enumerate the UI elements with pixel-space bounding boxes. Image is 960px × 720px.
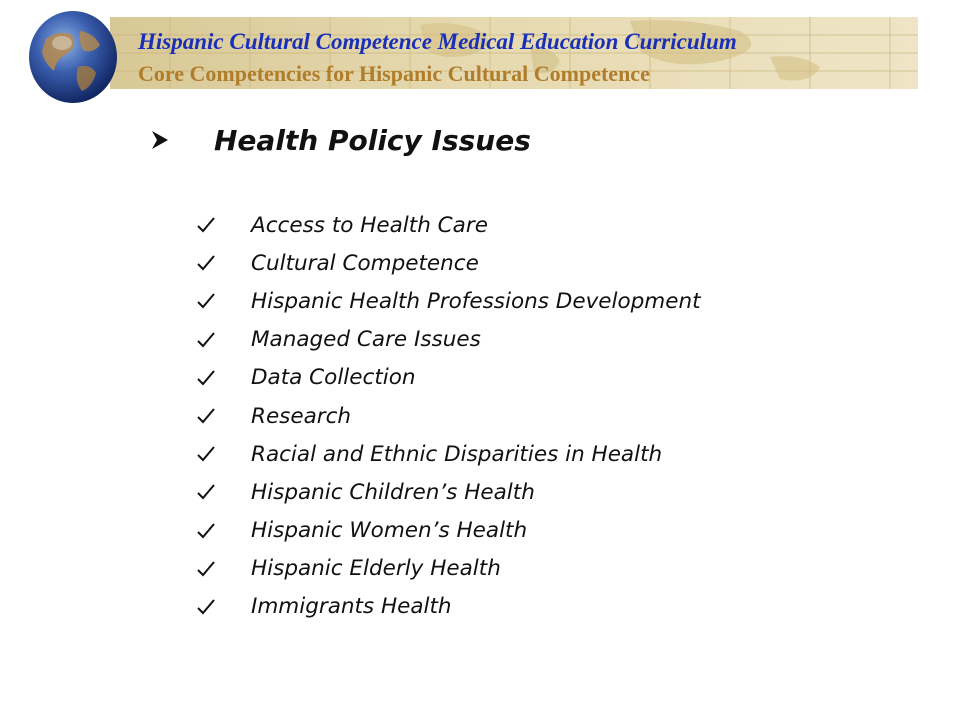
list-item-label: Data Collection bbox=[251, 365, 416, 391]
checkmark-icon bbox=[196, 291, 216, 311]
list-item bbox=[196, 512, 701, 550]
section-header bbox=[148, 120, 531, 160]
list-item-label: Hispanic Women’s Health bbox=[251, 518, 528, 544]
checkmark-icon bbox=[196, 253, 216, 273]
checkmark-icon bbox=[196, 368, 216, 388]
list-item-label: Immigrants Health bbox=[251, 594, 452, 620]
checkmark-icon bbox=[196, 559, 216, 579]
list-item bbox=[196, 397, 701, 435]
list-item bbox=[196, 282, 701, 320]
list-item-label: Research bbox=[251, 403, 352, 429]
list-item bbox=[196, 588, 701, 626]
checkmark-icon bbox=[196, 521, 216, 541]
list-item-label: Hispanic Children’s Health bbox=[251, 479, 535, 505]
arrow-bullet-icon bbox=[148, 128, 172, 152]
checkmark-icon bbox=[196, 444, 216, 464]
list-item-label: Hispanic Health Professions Development bbox=[251, 288, 701, 314]
checkmark-icon bbox=[196, 215, 216, 235]
checkmark-icon bbox=[196, 597, 216, 617]
list-item bbox=[196, 359, 701, 397]
presentation-subtitle: Core Competencies for Hispanic Cultural Competence bbox=[138, 61, 650, 86]
section-heading: Health Policy Issues bbox=[214, 123, 531, 157]
competency-list bbox=[196, 206, 701, 626]
list-item bbox=[196, 550, 701, 588]
list-item bbox=[196, 321, 701, 359]
list-item bbox=[196, 435, 701, 473]
list-item bbox=[196, 244, 701, 282]
list-item-label: Hispanic Elderly Health bbox=[251, 556, 501, 582]
checkmark-icon bbox=[196, 406, 216, 426]
list-item-label: Access to Health Care bbox=[251, 212, 488, 238]
globe-icon bbox=[26, 9, 120, 105]
list-item bbox=[196, 206, 701, 244]
list-item-label: Cultural Competence bbox=[251, 250, 479, 276]
checkmark-icon bbox=[196, 482, 216, 502]
presentation-title: Hispanic Cultural Competence Medical Education Curriculum bbox=[138, 29, 737, 54]
list-item-label: Managed Care Issues bbox=[251, 327, 481, 353]
list-item bbox=[196, 473, 701, 511]
checkmark-icon bbox=[196, 330, 216, 350]
list-item-label: Racial and Ethnic Disparities in Health bbox=[251, 441, 663, 467]
